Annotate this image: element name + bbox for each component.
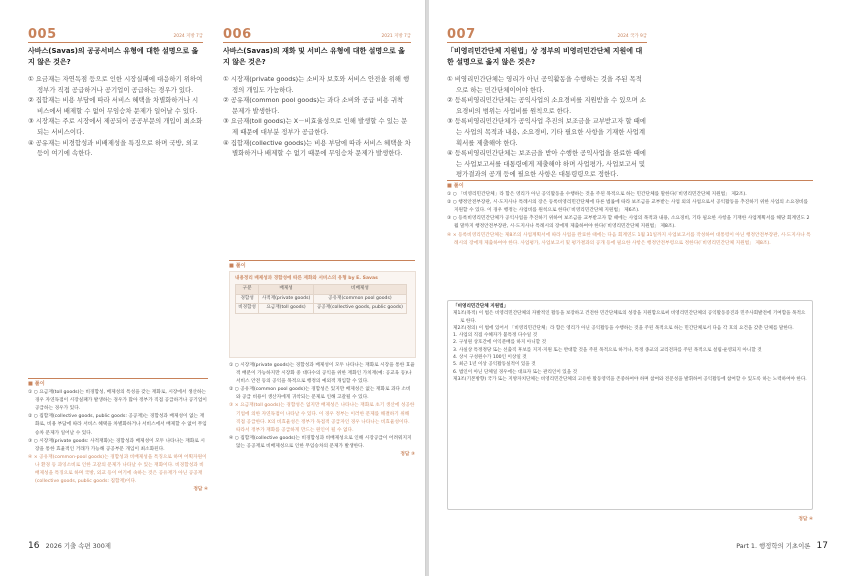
option-4[interactable]: ④ 공유재는 비경합성과 비배제성을 특징으로 하며 국방, 외교 등이 여기에 속한다. (28, 138, 199, 158)
option-3[interactable]: ③ 시장재는 주로 시장에서 제공되어 공공부문의 개입이 최소화되는 서비스이다. (28, 117, 203, 136)
footer-title: 2026 기출 속편 300제 (45, 542, 111, 550)
explanation-item: ① ○ 「비영리민간단체」라 함은 영리가 아닌 공익활동을 수행하는 것을 주된 목적으로 하는 민간단체를 말한다(「비영리민간단체 지원법」 제2조). (447, 192, 747, 198)
explanation-item: ② ○ 공유재(common pool goods)는 경합성은 있지만 배제성은 없는 재화로 과다 소비와 공급 비용이 생산자에게 귀착되는 문제로 인해 고갈될 수 있다. (229, 387, 411, 401)
answer-007-wrap (447, 516, 813, 524)
callout-line: 5. 최근 1년 이상 공익활동실적이 있을 것 (453, 362, 536, 368)
left-page (0, 0, 426, 576)
option-1[interactable]: ① 비영리민간단체는 영리가 아닌 공익활동을 수행하는 것을 주된 목적으로 하는 민간단체이어야 한다. (447, 75, 642, 94)
table-cell: 요금재(toll goods) (259, 304, 314, 314)
question-text: 사바스(Savas)의 공공서비스 유형에 대한 설명으로 옳지 않은 것은? (28, 47, 199, 66)
explanation-header: ■ 풀이 (229, 260, 415, 270)
table-header: 비배제성 (313, 285, 406, 295)
option-4[interactable]: ④ 등록비영리민간단체는 보조금을 받아 수행한 공익사업을 완료한 때에는 사업보고서를 대통령에게 제출해야 하며 사업평가, 사업보고서 및 평가결과의 공개 등에 필요한 사항은 대통령령으로 정한다. (447, 149, 646, 179)
question-number: 007 (447, 27, 476, 42)
explanation-header: ■ 풀이 (28, 378, 208, 388)
page-number: 17 (816, 541, 828, 551)
option-3[interactable]: ③ 등록비영리민간단체가 공익사업 추진의 보조금을 교부받고자 할 때에는 사업의 목적과 내용, 소요경비, 기타 필요한 사항을 기재한 사업계획서를 제출해야 한다. (447, 117, 646, 147)
answer-label: 정답 ④ (798, 517, 813, 522)
explanation-005 (28, 378, 208, 494)
explanation-006-header-wrap (229, 260, 415, 271)
table-row (236, 304, 407, 314)
explanation-item: ② ○ 행정안전부장관, 시·도지사나 특례시의 장은 등록비영리민간단체에 다른 법률에 따라 보조금을 교부받는 사업 외의 사업으로서 공익활동을 추진하기 위한 사업의 소요경비를 지원할 수 있다. 이 경우 행정는 사업비를 원칙으로 한다(「비영리민간단체 지원법」 제6조). (447, 200, 809, 214)
answer-label: 정답 ④ (193, 487, 208, 493)
right-footer (736, 541, 828, 551)
explanation-header: ■ 풀이 (447, 180, 813, 190)
question-text: 사바스(Savas)의 재화 및 서비스 유형에 대한 설명으로 옳지 않은 것은? (223, 47, 405, 66)
option-2[interactable]: ② 공유재(common pool goods)는 과다 소비와 공급 비용 귀착 문제가 발생한다. (223, 96, 404, 115)
explanation-006 (229, 362, 415, 459)
explanation-item: ④ ○ 집합재(collective goods)는 비경합성과 비배제성으로 인해 시장공급이 어려워지지 않는 공공재로 비배제성으로 인한 무임승차의 문제가 발생한다. (229, 435, 412, 449)
option-3[interactable]: ③ 요금재(toll goods)는 X－비효율성으로 인해 발생할 수 있는 문제 때문에 대부분 정부가 공급한다. (223, 117, 408, 136)
callout-line: 2. 구성원 상호간에 이익분배를 하지 아니할 것 (453, 340, 547, 346)
callout-line: 4. 상시 구성원수가 100인 이상일 것 (453, 355, 527, 361)
option-4[interactable]: ④ 집합재(collective goods)는 비용 부담에 따라 서비스 혜택을 차별화하거나 배제할 수 없기 때문에 무임승차 문제가 발생한다. (223, 138, 411, 158)
table-header: 구분 (236, 285, 259, 295)
question-source: 2024 국가 9급 (617, 34, 647, 39)
explanation-007 (447, 180, 813, 248)
page-number: 16 (28, 541, 40, 551)
question-text: 「비영리민간단체 지원법」상 정부의 비영리민간단체 지원에 대한 설명으로 옳지 않은 것은? (447, 47, 643, 66)
table-cell: 공공재(collective goods, public goods) (313, 304, 406, 314)
table-cell: 경합성 (236, 294, 259, 304)
question-number: 006 (223, 27, 252, 42)
question-number: 005 (28, 27, 57, 42)
savas-table (235, 284, 407, 314)
callout-line: 1. 사업의 직접 수혜자가 불특정 다수일 것 (453, 333, 538, 339)
explanation-item: ③ ○ 시장재(private goods: 사적재화)는 경합성과 배제성이 모두 나타나는 재화로 시장을 통한 효율적인 거래가 가능해 공공부문 개입이 최소화된다. (28, 438, 205, 452)
option-1[interactable]: ① 요금재는 자연독점 등으로 인한 시장실패에 대응하기 위하여 정부가 직접 공급하거나 공기업이 공급하는 경우가 있다. (28, 75, 203, 94)
question-005 (28, 28, 203, 159)
explanation-item: ① ○ 시장재(private goods)는 경합성과 배제성이 모두 나타나는 재화로 시장을 통한 효율적 배분이 가능하지만 시장화 중 대다수의 공익을 위한 재화인 가치재(예: 공교육 등)나 서비스 안전 등의 공익을 목적으로 행정의 예외적 개입할 수 있다. (229, 363, 415, 385)
callout-title: 「비영리민간단체 지원법」 (453, 304, 509, 309)
left-footer (28, 541, 111, 551)
explanation-item: ① ○ 요금재(toll goods)는 비경합성, 배제성의 특성을 갖는 재화로, 시장에서 생산하는 경우 자연독점이 시장실패가 발생하는 경우가 많아 정부가 직접 공급하거나 공기업이 공급하는 경우가 있다. (28, 390, 207, 412)
callout-line: 제1조(목적) 이 법은 비영리민간단체의 자발적인 활동을 보장하고 건전한 민간단체로의 성장을 지원함으로써 비영리민간단체의 공익활동증진과 민주사회발전에 기여함을 목적으로 한다. (453, 311, 806, 324)
explanation-item: ④ × 등록비영리민간단체는 제8조의 사업계획서에 따라 사업을 완료한 때에는 다음 회계연도 1월 31일까지 사업보고서를 작성하여 대통령이 아닌 행정안전부장관, 시·도지사나 특례시의 장에게 제출하여야 한다. 사업평가, 사업보고서 및 평가결과의 공개 등에 필요한 사항은 행정안전부령으로 정한다(「비영리민간단체 지원법」 제8조). (447, 232, 811, 246)
question-007 (447, 28, 647, 180)
callout-line: 제3조(기본방향) 국가 또는 지방자치단체는 비영리민간단체의 고유한 활동영역을 존중하여야 하며 참여와 전문성을 발휘하여 공익활동에 참여할 수 있도록 하는 노력하여야 한다. (453, 376, 807, 382)
option-2[interactable]: ② 집합재는 비용 부담에 따라 서비스 혜택을 차별화하거나 시비스에서 배제할 수 없어 무임승차 문제가 일어날 수 있다. (28, 96, 199, 115)
option-1[interactable]: ① 시장재(private goods)는 소비자 보호와 서비스 안전을 위해 행정의 개입도 가능하다. (223, 75, 410, 94)
table-header: 배제성 (259, 285, 314, 295)
right-page (429, 0, 856, 576)
option-2[interactable]: ② 등록비영리민간단체는 공익사업의 소요경비를 지원받을 수 있으며 소요경비의 범위는 사업비를 원칙으로 한다. (447, 96, 646, 115)
table-title: 내용정리 배제성과 경합성에 따른 재화와 서비스의 유형 by E. Savas (235, 276, 378, 281)
table-cell: 공유재(common pool goods) (313, 294, 406, 304)
explanation-item: ② ○ 집합재(collective goods, public goods: 공공재)는 경합성과 배제성이 없는 재화로, 비용 부담에 따라 서비스 혜택을 차별화하거나 서비스에서 배제할 수 없어 무임승차 문제가 일어날 수 있다. (28, 414, 207, 436)
table-cell: 비경합성 (236, 304, 259, 314)
question-006 (223, 28, 411, 159)
table-row (236, 294, 407, 304)
explanation-item: ④ × 공유재(common-pool goods)는 경합성과 비배제성을 특징으로 하며 어획자원이나 환경 등 과잉소비로 인한 고갈의 문제가 나타날 수 있는 재화이다. 비경합성과 비배제성을 특징으로 하며 국방, 외교 등이 여기에 속하는 것은 공유재가 아닌 공공재(collective goods, public goods: 집합재)이다. (28, 454, 207, 485)
callout-line: 3. 사실상 특정정당 또는 선출직 후보를 지지·지원 또는 반대할 것을 주된 목적으로 하거나, 특정 종교의 교리전파를 주된 목적으로 설립·운영되지 아니할 것 (453, 347, 762, 353)
callout-line: 6. 법인이 아닌 단체일 경우에는 대표자 또는 관리인이 있을 것 (453, 369, 578, 375)
question-source: 2024 지방 7급 (173, 34, 203, 39)
table-cell: 사적재(private goods) (259, 294, 314, 304)
summary-table-box (229, 271, 416, 358)
callout-line: 제2조(정의) 이 법에 있어서 「비영리민간단체」라 함은 영리가 아닌 공익활동을 수행하는 것을 주된 목적으로 하는 민간단체로서 다음 각 호의 요건을 갖춘 단체를 말한다. (453, 325, 794, 331)
explanation-item: ③ × 요금재(toll goods)는 경합성은 없지만 배제성은 나타나는 재화로 초기 생산에 성공한 기업에 의한 자연독점이 나타날 수 있다. 이 경우 정부는 이러한 문제를 해결하기 위해 직접 공급한다. X의 비효율성은 정부가 독점적 공급자인 경우 나타나는 비효율성이다. 따라서 정부가 재화를 공급하게 만드는 원인이 될 수 없다. (229, 403, 415, 433)
footer-title: Part 1. 행정학의 기초이론 (736, 542, 811, 550)
answer-label: 정답 ③ (400, 452, 415, 458)
law-excerpt-box (447, 300, 813, 510)
question-source: 2021 지방 7급 (381, 34, 411, 39)
explanation-item: ③ ○ 등록비영리민간단체가 공익사업을 추진하기 위하여 보조금을 교부받고자 할 때에는 사업의 목적과 내용, 소요경비, 기타 필요한 사항을 기재한 사업계획서를 해당 회계연도 2월 말까지 행정안전부장관, 시·도지사나 특례시의 장에게 제출하여야 한다(「비영리민간단체 지원법」 제8조). (447, 216, 810, 230)
